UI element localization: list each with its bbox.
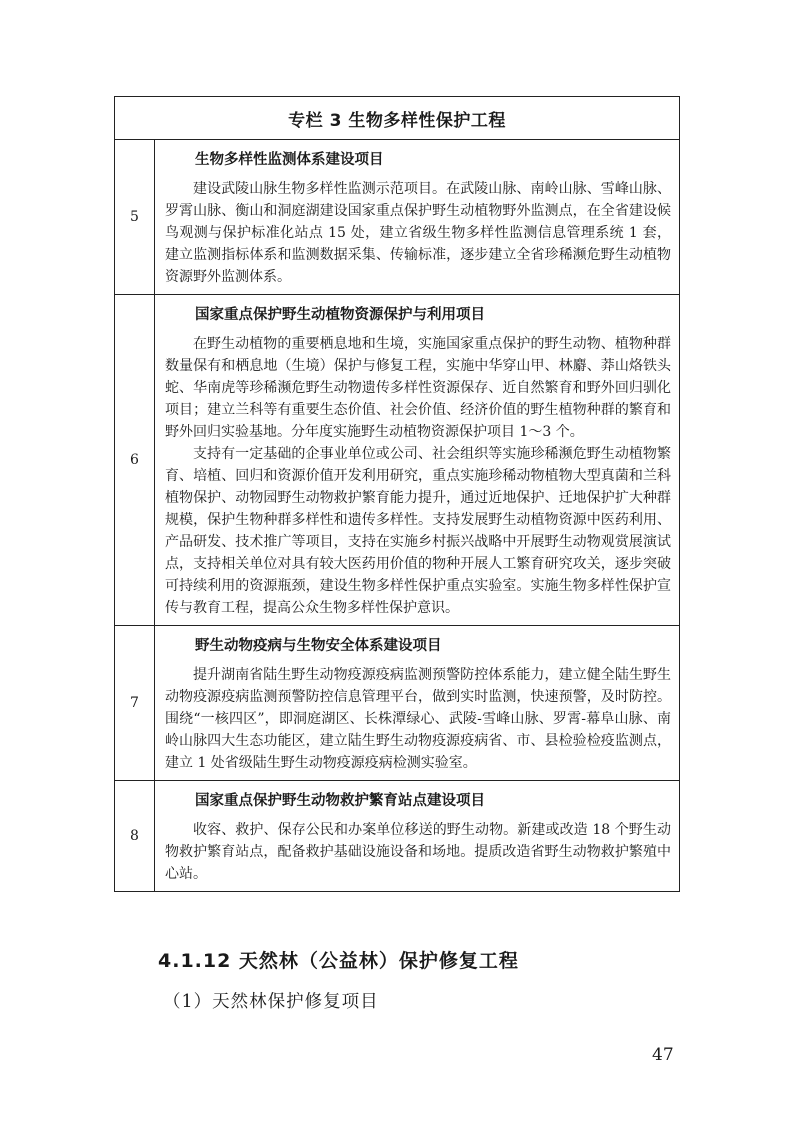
row-paragraph: 收容、救护、保存公民和办案单位移送的野生动物。新建或改造 18 个野生动物救护繁育站点，配备救护基础设施设备和场地。提质改造省野生动物救护繁殖中心站。 [165, 822, 671, 882]
row-paragraph: 支持有一定基础的企事业单位或公司、社会组织等实施珍稀濒危野生动植物繁育、培植、回归和资源价值开发利用研究，重点实施珍稀动物植物大型真菌和兰科植物保护、动物园野生动物救护繁育能力提升，通过近地保护、迁地保护扩大种群规模，保护生物种群多样性和遗传多样性。支持发展野生动植物资源中医药利用、产品研发、技术推广等项目，支持在实施乡村振兴战略中开展野生动物观赏展演试点，支持相关单位对具有较大医药用价值的物种开展人工繁育研究攻关，逐步突破可持续利用的资源瓶颈，建设生物多样性保护重点实验室。实施生物多样性保护宣传与教育工程，提高公众生物多样性保护意识。 [165, 446, 671, 616]
sub-heading: （1）天然林保护修复项目 [163, 992, 379, 1012]
row-heading: 野生动物疫病与生物安全体系建设项目 [195, 638, 442, 654]
table-title: 专栏 3 生物多样性保护工程 [115, 97, 680, 140]
row-heading: 生物多样性监测体系建设项目 [195, 152, 384, 168]
row-number: 5 [115, 140, 155, 295]
row-paragraph: 提升湖南省陆生野生动物疫源疫病监测预警防控体系能力，建立健全陆生野生动物疫源疫病监测预警防控信息管理平台，做到实时监测，快速预警，及时防控。围绕“一核四区”，即洞庭湖区、长株潭绿心、武陵-雪峰山脉、罗霄-幕阜山脉、南岭山脉四大生态功能区，建立陆生野生动物疫源疫病省、市、县检验检疫监测点，建立 1 处省级陆生野生动物疫源疫病检测实验室。 [165, 667, 671, 771]
row-content [155, 140, 680, 295]
row-paragraph: 建设武陵山脉生物多样性监测示范项目。在武陵山脉、南岭山脉、雪峰山脉、罗霄山脉、衡山和洞庭湖建设国家重点保护野生动植物野外监测点，在全省建设候鸟观测与保护标准化站点 15 处，建立省级生物多样性监测信息管理系统 1 套，建立监测指标体系和监测数据采集、传输标准，逐步建立全省珍稀濒危野生动植物资源野外监测体系。 [165, 181, 671, 285]
section-heading: 4.1.12 天然林（公益林）保护修复工程 [158, 950, 519, 972]
table-row [115, 140, 680, 295]
row-paragraph: 在野生动植物的重要栖息地和生境，实施国家重点保护的野生动物、植物种群数量保有和栖息地（生境）保护与修复工程，实施中华穿山甲、林麝、莽山烙铁头蛇、华南虎等珍稀濒危野生动物遗传多样性资源保存、近自然繁育和野外回归驯化项目；建立兰科等有重要生态价值、社会价值、经济价值的野生植物种群的繁育和野外回归实验基地。分年度实施野生动植物资源保护项目 1～3 个。 [165, 336, 671, 440]
row-number: 6 [115, 295, 155, 626]
row-heading: 国家重点保护野生动植物资源保护与利用项目 [195, 307, 485, 323]
table-title-row [115, 97, 680, 140]
row-content [155, 781, 680, 892]
project-table [114, 96, 680, 892]
page-number: 47 [652, 1045, 674, 1065]
row-number: 8 [115, 781, 155, 892]
row-heading: 国家重点保护野生动物救护繁育站点建设项目 [195, 793, 485, 809]
table-row [115, 295, 680, 626]
row-content [155, 626, 680, 781]
row-content [155, 295, 680, 626]
row-number: 7 [115, 626, 155, 781]
table-row [115, 781, 680, 892]
table-row [115, 626, 680, 781]
